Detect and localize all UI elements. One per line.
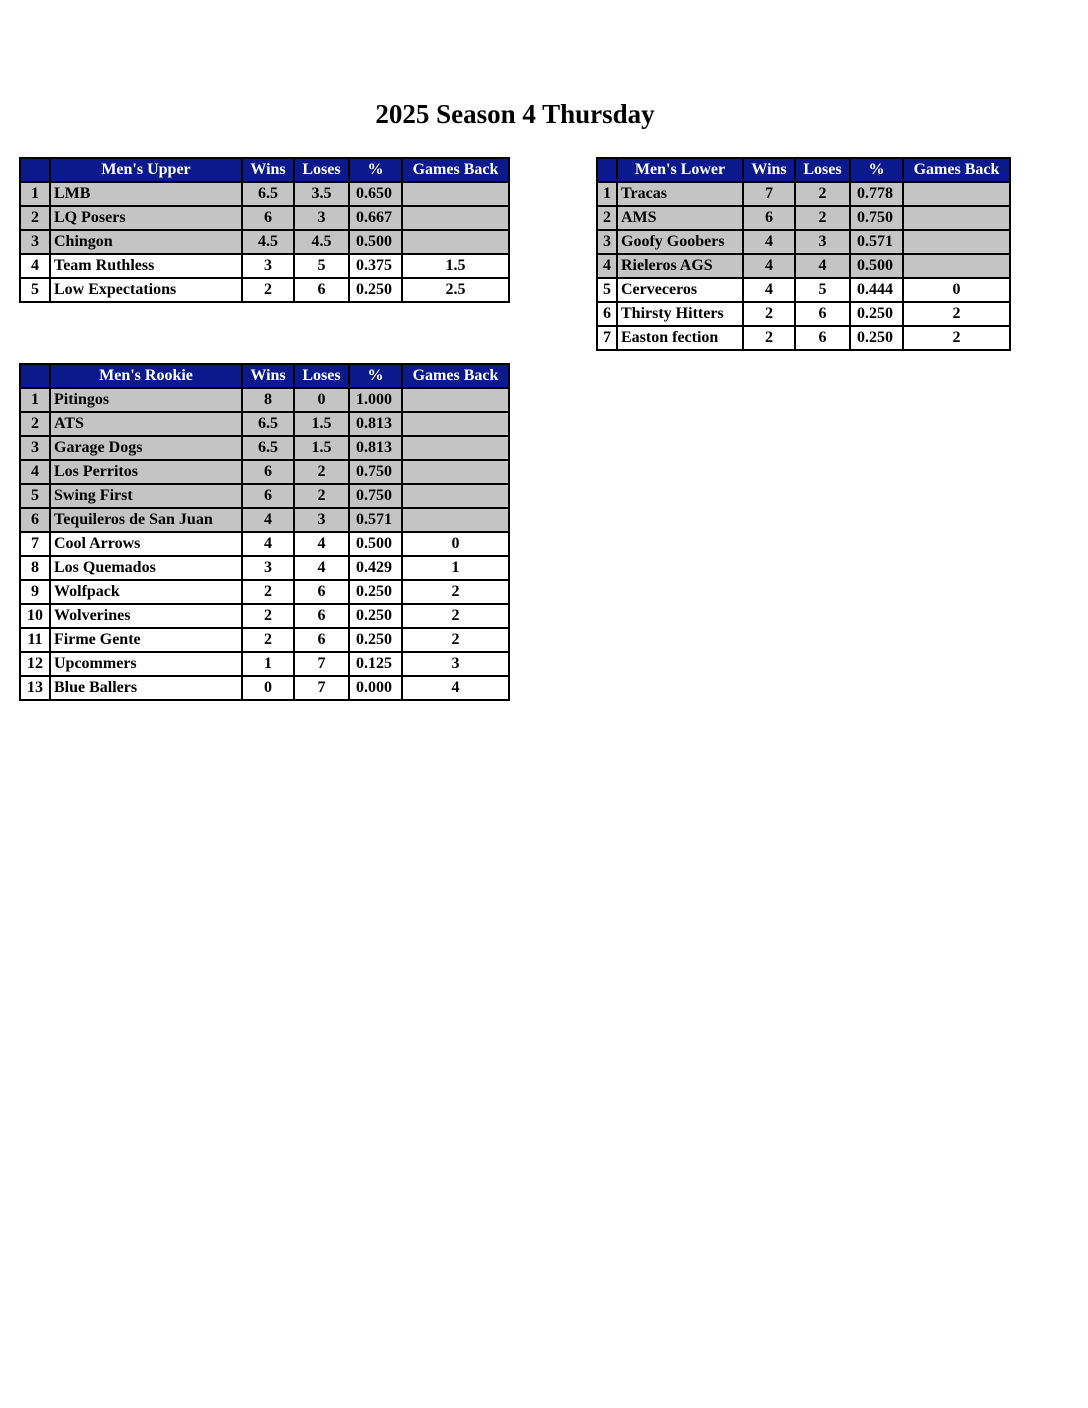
wins-cell: 4 xyxy=(743,230,795,254)
rank-cell: 6 xyxy=(20,508,50,532)
pct-column-header: % xyxy=(349,158,402,182)
table-row xyxy=(20,460,509,484)
team-name-cell: Low Expectations xyxy=(50,278,242,302)
table-row xyxy=(597,182,1010,206)
table-row xyxy=(597,326,1010,350)
table-header-row xyxy=(20,364,509,388)
team-name-cell: Chingon xyxy=(50,230,242,254)
games-back-cell xyxy=(402,182,509,206)
rank-cell: 3 xyxy=(597,230,617,254)
pct-cell: 0.778 xyxy=(850,182,903,206)
page-title: 2025 Season 4 Thursday xyxy=(375,99,655,129)
table-header-row xyxy=(597,158,1010,182)
loses-cell: 2 xyxy=(294,484,349,508)
games-back-cell: 3 xyxy=(402,652,509,676)
games-back-cell: 0 xyxy=(402,532,509,556)
wins-cell: 6 xyxy=(242,460,294,484)
wins-cell: 6.5 xyxy=(242,412,294,436)
games-back-cell xyxy=(402,508,509,532)
rank-cell: 7 xyxy=(597,326,617,350)
table-row xyxy=(20,182,509,206)
pct-cell: 0.813 xyxy=(349,412,402,436)
wins-cell: 0 xyxy=(242,676,294,700)
games-back-cell: 2.5 xyxy=(402,278,509,302)
mens-rookie-standings-table xyxy=(19,363,510,701)
loses-cell: 6 xyxy=(294,628,349,652)
loses-cell: 3 xyxy=(294,508,349,532)
pct-cell: 0.667 xyxy=(349,206,402,230)
wins-cell: 6.5 xyxy=(242,436,294,460)
games-back-cell: 2 xyxy=(402,604,509,628)
games-back-cell xyxy=(903,182,1010,206)
pct-cell: 0.250 xyxy=(349,278,402,302)
games-back-column-header: Games Back xyxy=(402,158,509,182)
loses-cell: 6 xyxy=(294,604,349,628)
table-row xyxy=(20,580,509,604)
pct-cell: 0.571 xyxy=(850,230,903,254)
rank-cell: 13 xyxy=(20,676,50,700)
division-name-header: Men's Rookie xyxy=(50,364,242,388)
team-name-cell: AMS xyxy=(617,206,743,230)
loses-cell: 1.5 xyxy=(294,436,349,460)
rank-cell: 6 xyxy=(597,302,617,326)
team-name-cell: Team Ruthless xyxy=(50,254,242,278)
table-row xyxy=(20,412,509,436)
team-name-cell: Wolverines xyxy=(50,604,242,628)
wins-cell: 3 xyxy=(242,556,294,580)
wins-cell: 2 xyxy=(743,302,795,326)
pct-cell: 0.571 xyxy=(349,508,402,532)
pct-cell: 0.444 xyxy=(850,278,903,302)
wins-cell: 2 xyxy=(242,628,294,652)
wins-cell: 3 xyxy=(242,254,294,278)
loses-cell: 7 xyxy=(294,676,349,700)
rank-cell: 7 xyxy=(20,532,50,556)
pct-cell: 1.000 xyxy=(349,388,402,412)
table-row xyxy=(597,254,1010,278)
team-name-cell: Garage Dogs xyxy=(50,436,242,460)
wins-column-header: Wins xyxy=(242,158,294,182)
pct-cell: 0.750 xyxy=(850,206,903,230)
table-header-row xyxy=(20,158,509,182)
team-name-cell: Pitingos xyxy=(50,388,242,412)
wins-cell: 6 xyxy=(242,484,294,508)
team-name-cell: Upcommers xyxy=(50,652,242,676)
games-back-cell xyxy=(402,460,509,484)
table-row xyxy=(20,532,509,556)
division-name-header: Men's Upper xyxy=(50,158,242,182)
wins-cell: 7 xyxy=(743,182,795,206)
rank-cell: 4 xyxy=(597,254,617,278)
loses-cell: 2 xyxy=(795,206,850,230)
team-name-cell: Goofy Goobers xyxy=(617,230,743,254)
team-name-cell: ATS xyxy=(50,412,242,436)
loses-cell: 5 xyxy=(294,254,349,278)
rank-cell: 8 xyxy=(20,556,50,580)
team-name-cell: Cool Arrows xyxy=(50,532,242,556)
team-name-cell: Tequileros de San Juan xyxy=(50,508,242,532)
team-name-cell: Swing First xyxy=(50,484,242,508)
loses-cell: 3 xyxy=(795,230,850,254)
pct-cell: 0.500 xyxy=(349,230,402,254)
pct-cell: 0.500 xyxy=(850,254,903,278)
loses-cell: 4.5 xyxy=(294,230,349,254)
games-back-cell xyxy=(402,412,509,436)
wins-column-header: Wins xyxy=(743,158,795,182)
rank-cell: 2 xyxy=(20,206,50,230)
table-row xyxy=(20,206,509,230)
table-row xyxy=(20,604,509,628)
loses-cell: 3 xyxy=(294,206,349,230)
pct-cell: 0.375 xyxy=(349,254,402,278)
mens-lower-standings-table xyxy=(596,157,1011,351)
rank-cell: 5 xyxy=(20,484,50,508)
team-name-cell: Tracas xyxy=(617,182,743,206)
wins-cell: 2 xyxy=(242,278,294,302)
games-back-cell: 0 xyxy=(903,278,1010,302)
pct-cell: 0.650 xyxy=(349,182,402,206)
rank-cell: 3 xyxy=(20,230,50,254)
pct-cell: 0.750 xyxy=(349,460,402,484)
loses-cell: 4 xyxy=(294,532,349,556)
team-name-cell: LQ Posers xyxy=(50,206,242,230)
team-name-cell: Firme Gente xyxy=(50,628,242,652)
wins-cell: 2 xyxy=(242,604,294,628)
loses-cell: 6 xyxy=(294,580,349,604)
rank-cell: 9 xyxy=(20,580,50,604)
games-back-cell xyxy=(402,206,509,230)
games-back-column-header: Games Back xyxy=(903,158,1010,182)
pct-cell: 0.250 xyxy=(349,604,402,628)
pct-cell: 0.429 xyxy=(349,556,402,580)
loses-column-header: Loses xyxy=(294,158,349,182)
rank-cell: 5 xyxy=(597,278,617,302)
loses-cell: 6 xyxy=(795,326,850,350)
loses-cell: 7 xyxy=(294,652,349,676)
wins-cell: 8 xyxy=(242,388,294,412)
rank-cell: 12 xyxy=(20,652,50,676)
rank-column-header xyxy=(597,158,617,182)
mens-upper-standings-table xyxy=(19,157,510,303)
games-back-cell xyxy=(903,206,1010,230)
rank-cell: 3 xyxy=(20,436,50,460)
games-back-cell xyxy=(402,484,509,508)
rank-cell: 4 xyxy=(20,254,50,278)
games-back-cell: 1 xyxy=(402,556,509,580)
wins-cell: 1 xyxy=(242,652,294,676)
table-row xyxy=(20,230,509,254)
games-back-cell: 1.5 xyxy=(402,254,509,278)
table-row xyxy=(20,652,509,676)
loses-cell: 3.5 xyxy=(294,182,349,206)
wins-cell: 2 xyxy=(242,580,294,604)
games-back-cell xyxy=(402,436,509,460)
team-name-cell: Wolfpack xyxy=(50,580,242,604)
loses-cell: 5 xyxy=(795,278,850,302)
wins-cell: 2 xyxy=(743,326,795,350)
loses-cell: 0 xyxy=(294,388,349,412)
games-back-cell: 2 xyxy=(402,580,509,604)
table-row xyxy=(20,388,509,412)
loses-cell: 4 xyxy=(795,254,850,278)
wins-cell: 4.5 xyxy=(242,230,294,254)
wins-cell: 6.5 xyxy=(242,182,294,206)
loses-column-header: Loses xyxy=(795,158,850,182)
loses-column-header: Loses xyxy=(294,364,349,388)
games-back-cell xyxy=(903,254,1010,278)
loses-cell: 2 xyxy=(795,182,850,206)
games-back-cell: 2 xyxy=(903,326,1010,350)
team-name-cell: Los Perritos xyxy=(50,460,242,484)
pct-cell: 0.500 xyxy=(349,532,402,556)
wins-cell: 4 xyxy=(743,254,795,278)
games-back-cell: 2 xyxy=(402,628,509,652)
team-name-cell: Blue Ballers xyxy=(50,676,242,700)
pct-column-header: % xyxy=(349,364,402,388)
pct-cell: 0.813 xyxy=(349,436,402,460)
rank-cell: 2 xyxy=(597,206,617,230)
games-back-cell xyxy=(402,230,509,254)
pct-column-header: % xyxy=(850,158,903,182)
rank-cell: 1 xyxy=(20,388,50,412)
team-name-cell: Los Quemados xyxy=(50,556,242,580)
pct-cell: 0.750 xyxy=(349,484,402,508)
loses-cell: 6 xyxy=(294,278,349,302)
team-name-cell: Thirsty Hitters xyxy=(617,302,743,326)
pct-cell: 0.250 xyxy=(850,302,903,326)
table-row xyxy=(20,278,509,302)
rank-column-header xyxy=(20,158,50,182)
rank-cell: 5 xyxy=(20,278,50,302)
team-name-cell: Cerveceros xyxy=(617,278,743,302)
games-back-column-header: Games Back xyxy=(402,364,509,388)
pct-cell: 0.125 xyxy=(349,652,402,676)
table-row xyxy=(20,556,509,580)
games-back-cell xyxy=(402,388,509,412)
table-row xyxy=(20,484,509,508)
games-back-cell xyxy=(903,230,1010,254)
team-name-cell: Rieleros AGS xyxy=(617,254,743,278)
rank-cell: 1 xyxy=(597,182,617,206)
table-row xyxy=(597,230,1010,254)
wins-column-header: Wins xyxy=(242,364,294,388)
rank-cell: 11 xyxy=(20,628,50,652)
pct-cell: 0.250 xyxy=(349,580,402,604)
wins-cell: 4 xyxy=(743,278,795,302)
rank-cell: 2 xyxy=(20,412,50,436)
pct-cell: 0.000 xyxy=(349,676,402,700)
wins-cell: 4 xyxy=(242,532,294,556)
table-row xyxy=(20,508,509,532)
table-row xyxy=(20,436,509,460)
games-back-cell: 4 xyxy=(402,676,509,700)
pct-cell: 0.250 xyxy=(349,628,402,652)
loses-cell: 2 xyxy=(294,460,349,484)
division-name-header: Men's Lower xyxy=(617,158,743,182)
rank-cell: 10 xyxy=(20,604,50,628)
team-name-cell: LMB xyxy=(50,182,242,206)
pct-cell: 0.250 xyxy=(850,326,903,350)
wins-cell: 6 xyxy=(242,206,294,230)
table-row xyxy=(20,676,509,700)
table-row xyxy=(597,302,1010,326)
loses-cell: 6 xyxy=(795,302,850,326)
rank-column-header xyxy=(20,364,50,388)
team-name-cell: Easton fection xyxy=(617,326,743,350)
games-back-cell: 2 xyxy=(903,302,1010,326)
loses-cell: 1.5 xyxy=(294,412,349,436)
table-row xyxy=(20,628,509,652)
rank-cell: 4 xyxy=(20,460,50,484)
table-row xyxy=(597,278,1010,302)
wins-cell: 6 xyxy=(743,206,795,230)
table-row xyxy=(20,254,509,278)
rank-cell: 1 xyxy=(20,182,50,206)
loses-cell: 4 xyxy=(294,556,349,580)
wins-cell: 4 xyxy=(242,508,294,532)
table-row xyxy=(597,206,1010,230)
